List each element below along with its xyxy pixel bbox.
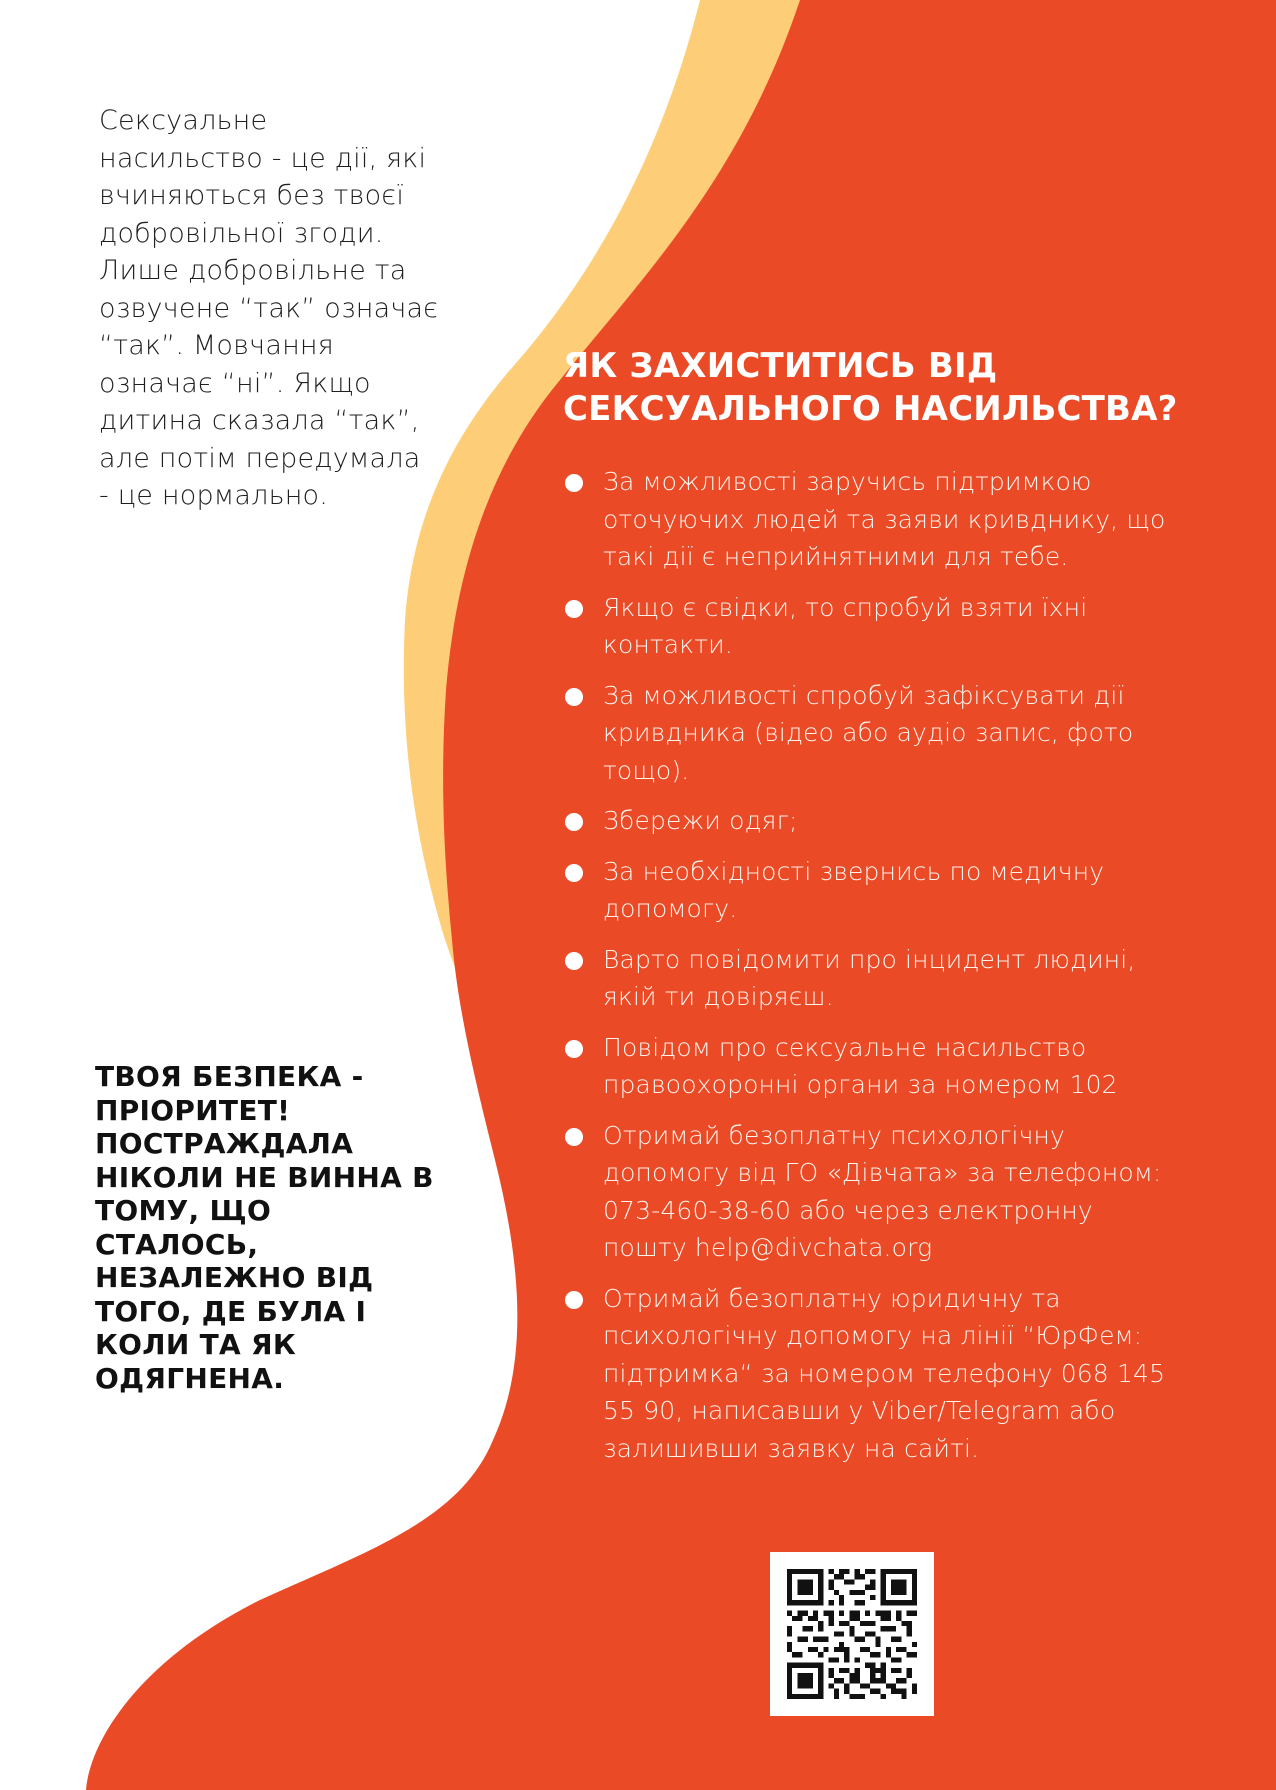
tip-item: [563, 853, 1183, 928]
bullet-dot-icon: [565, 474, 583, 492]
tip-item: [563, 1280, 1183, 1468]
qr-code-icon: [787, 1569, 917, 1699]
tip-text: Варто повідомити про інцидент людині, якій ти довіряєш.: [603, 944, 1136, 1011]
bullet-dot-icon: [565, 688, 583, 706]
protection-tips-list: [563, 463, 1183, 1480]
bullet-dot-icon: [565, 1128, 583, 1146]
tip-item: [563, 941, 1183, 1016]
tip-text: Якщо є свідки, то спробуй взяти їхні контакти.: [603, 592, 1088, 659]
intro-text: Сексуальне насильство - це дії, які вчиняються без твоєї добровільної згоди. Лише добровільне та озвучене “так” означає “так”. Мовчання означає “ні”. Якщо дитина сказала “так”, але потім передумала - це нормально.: [99, 105, 439, 511]
bullet-dot-icon: [565, 864, 583, 882]
protection-heading: ЯК ЗАХИСТИТИСЬ ВІД СЕКСУАЛЬНОГО НАСИЛЬСТВА?: [563, 346, 1178, 429]
tip-item: [563, 1029, 1183, 1104]
tip-text: Отримай безоплатну юридичну та психологічну допомогу на лінії “ЮрФем: підтримка“ за номером телефону 068 145 55 90, написавши у Viber/Telegram або залишивши заявку на сайті.: [603, 1283, 1166, 1463]
tip-text: За можливості спробуй зафіксувати дії кривдника (відео або аудіо запис, фото тощо).: [603, 680, 1134, 785]
tip-text: Повідом про сексуальне насильство правоохоронні органи за номером 102: [603, 1032, 1118, 1099]
tip-text: Збережи одяг;: [603, 806, 798, 835]
tip-item: [563, 589, 1183, 664]
bullet-dot-icon: [565, 600, 583, 618]
bullet-dot-icon: [565, 952, 583, 970]
safety-message: ТВОЯ БЕЗПЕКА - ПРІОРИТЕТ! ПОСТРАЖДАЛА НІКОЛИ НЕ ВИННА В ТОМУ, ЩО СТАЛОСЬ, НЕЗАЛЕЖНО ВІД ТОГО, ДЕ БУЛА І КОЛИ ТА ЯК ОДЯГНЕНА.: [95, 1060, 434, 1395]
bullet-dot-icon: [565, 813, 583, 831]
tip-item: [563, 1117, 1183, 1267]
tip-text: За необхідності звернись по медичну допомогу.: [603, 856, 1105, 923]
bullet-dot-icon: [565, 1291, 583, 1309]
tip-item: [563, 463, 1183, 576]
tip-item: [563, 802, 1183, 840]
tip-text: За можливості заручись підтримкою оточуючих людей та заяви кривднику, що такі дії є неприйнятними для тебе.: [603, 467, 1166, 571]
bullet-dot-icon: [565, 1040, 583, 1058]
tip-text: Отримай безоплатну психологічну допомогу від ГО «Дівчата» за телефоном: 073-460-38-60 або через електронну пошту help@divchata.org: [603, 1120, 1162, 1262]
qr-code[interactable]: [770, 1552, 934, 1716]
tip-item: [563, 677, 1183, 790]
